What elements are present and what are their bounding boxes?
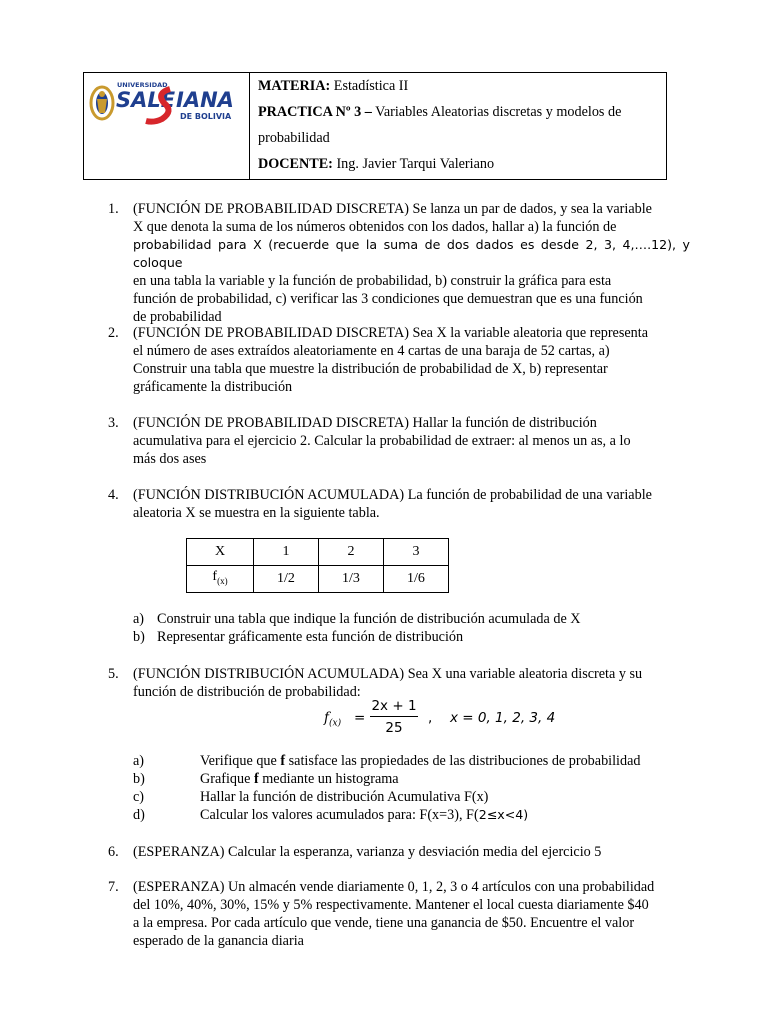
item-text: Construir una tabla que indique la función de distribución acumulada de X [157, 611, 581, 627]
formula-comma: , [428, 710, 433, 726]
question-line: (ESPERANZA) Un almacén vende diariamente 0, 1, 2, 3 o 4 artículos con una probabilidad [133, 879, 655, 895]
question-4 [108, 486, 690, 522]
formula-lhs [324, 709, 341, 733]
question-line: más dos ases [133, 451, 207, 467]
practica-label: PRACTICA Nº 3 – [258, 104, 372, 120]
materia-line [258, 73, 658, 99]
question-line: esperado de la ganancia diaria [133, 933, 304, 949]
question-line: gráficamente la distribución [133, 379, 293, 395]
item-label: c) [133, 789, 145, 805]
item-label: a) [133, 753, 145, 769]
list-item [133, 752, 640, 770]
logo-sub-word: DE BOLIVIA [180, 112, 232, 121]
fx-subscript: (x) [217, 575, 228, 586]
formula-f: f [324, 710, 329, 726]
table-cell: 2 [319, 539, 384, 566]
formula-equals: = [354, 710, 366, 726]
question-number: 3. [108, 415, 119, 431]
probability-table [186, 538, 449, 593]
item-text: Representar gráficamente esta función de distribución [157, 629, 464, 645]
question-7 [108, 878, 690, 950]
fraction-bar [370, 716, 418, 717]
question-line: (FUNCIÓN DE PROBABILIDAD DISCRETA) Sea X la variable aleatoria que representa [133, 325, 649, 341]
table-row [187, 539, 449, 566]
question-number: 7. [108, 879, 119, 895]
question-2 [108, 324, 690, 396]
docente-label: DOCENTE: [258, 156, 333, 172]
question-line: del 10%, 40%, 30%, 15% y 5% respectivamente. Mantener el local cuesta diariamente $40 [133, 897, 649, 913]
question-line: de probabilidad [133, 309, 222, 325]
item-text: Grafique [200, 771, 254, 787]
question-line: el número de ases extraídos aleatoriamente en 4 cartas de una baraja de 52 cartas, a) [133, 343, 610, 359]
formula-numerator: 2x + 1 [371, 698, 417, 714]
table-cell: 1 [254, 539, 319, 566]
question-number: 6. [108, 844, 119, 860]
practica-line-2: probabilidad [258, 130, 330, 146]
formula-sub: (x) [329, 718, 342, 729]
question-line: función de distribución de probabilidad: [133, 684, 361, 700]
question-line: (FUNCIÓN DE PROBABILIDAD DISCRETA) Hallar la función de distribución [133, 415, 597, 431]
question-number: 2. [108, 325, 119, 341]
question-line: en una tabla la variable y la función de probabilidad, b) construir la gráfica para esta [133, 273, 612, 289]
question-3 [108, 414, 690, 468]
question-line: (FUNCIÓN DISTRIBUCIÓN ACUMULADA) La función de probabilidad de una variable [133, 487, 652, 503]
list-item [133, 628, 463, 646]
question-5 [108, 665, 690, 701]
list-item [133, 610, 581, 628]
item-label: a) [133, 611, 145, 627]
item-text: Calcular los valores acumulados para: F(x=3), F( [200, 807, 479, 823]
question-line: función de probabilidad, c) verificar las 3 condiciones que demuestran que es una función [133, 291, 643, 307]
emblem-icon [91, 87, 113, 119]
item-text: Hallar la función de distribución Acumulativa F(x) [200, 789, 489, 805]
item-text: Verifique que [200, 753, 281, 769]
materia-value: Estadística II [333, 78, 409, 94]
list-item [133, 770, 399, 788]
item-bold: f [253, 771, 259, 787]
list-item [133, 788, 488, 806]
practica-value: Variables Aleatorias discretas y modelos de [375, 104, 622, 120]
item-text: 2≤x<4) [478, 807, 529, 822]
formula-domain: x = 0, 1, 2, 3, 4 [450, 710, 556, 726]
info-cell [250, 73, 666, 179]
question-line: X que denota la suma de los números obtenidos con los dados, hallar a) la función de [133, 219, 617, 235]
header-table [83, 72, 667, 180]
table-cell: X [187, 539, 254, 566]
question-line: (FUNCIÓN DE PROBABILIDAD DISCRETA) Se lanza un par de dados, y sea la variable [133, 201, 652, 217]
table-cell: 1/3 [319, 566, 384, 593]
question-line: acumulativa para el ejercicio 2. Calcular la probabilidad de extraer: al menos un as, a lo [133, 433, 631, 449]
question-number: 5. [108, 666, 119, 682]
table-row [187, 566, 449, 593]
fx-label: f [212, 569, 218, 585]
table-cell [187, 566, 254, 593]
question-number: 4. [108, 487, 119, 503]
table-cell: 3 [384, 539, 449, 566]
question-line: a la empresa. Por cada artículo que vende, tiene una ganancia de $50. Encuentre el valor [133, 915, 635, 931]
item-text: mediante un histograma [258, 771, 399, 787]
question-line: probabilidad para X (recuerde que la suma de dos dados es desde 2, 3, 4,….12), y coloque [133, 237, 690, 270]
question-line: aleatoria X se muestra en la siguiente tabla. [133, 505, 380, 521]
question-number: 1. [108, 201, 119, 217]
logo-main-word-right: IANA [176, 88, 234, 112]
logo-main-word-left: SALE [116, 88, 176, 112]
formula-denominator: 25 [385, 720, 403, 736]
table-cell: 1/2 [254, 566, 319, 593]
question-1 [108, 200, 690, 326]
docente-line [258, 151, 658, 177]
table-cell: 1/6 [384, 566, 449, 593]
logo-cell [84, 73, 250, 179]
item-label: b) [133, 629, 145, 645]
docente-value: Ing. Javier Tarqui Valeriano [336, 156, 495, 172]
question-line: Construir una tabla que muestre la distribución de probabilidad de X, b) representar [133, 361, 608, 377]
list-item [133, 806, 528, 824]
item-label: b) [133, 771, 145, 787]
materia-label: MATERIA: [258, 78, 331, 94]
question-line: (FUNCIÓN DISTRIBUCIÓN ACUMULADA) Sea X una variable aleatoria discreta y su [133, 666, 643, 682]
item-text: satisface las propiedades de las distribuciones de probabilidad [285, 753, 641, 769]
practica-line [258, 99, 658, 125]
logo-top-word: UNIVERSIDAD [117, 81, 168, 89]
question-6 [108, 843, 690, 861]
university-logo [84, 73, 248, 179]
question-line: (ESPERANZA) Calcular la esperanza, varianza y desviación media del ejercicio 5 [133, 844, 602, 860]
item-label: d) [133, 807, 145, 823]
item-bold: f [280, 753, 286, 769]
